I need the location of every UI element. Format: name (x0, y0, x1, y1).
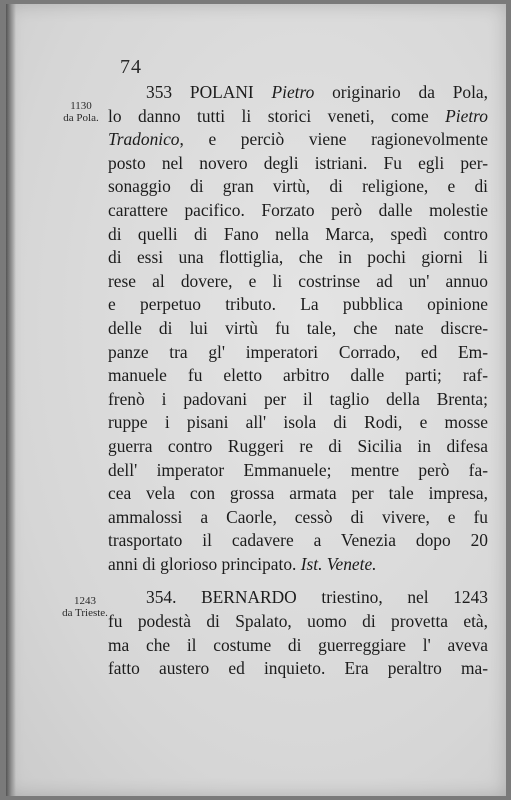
margin-note-place: da Trieste. (62, 607, 108, 619)
text-line: 354. BERNARDO triestino, nel 1243 (146, 587, 488, 608)
entry-number: 353 (146, 82, 173, 102)
text-line: di essi una flottiglia, che in pochi giorni li (108, 247, 488, 268)
text-line: fu podestà di Spalato, uomo di provetta età, (108, 611, 488, 632)
text-line: di quelli di Fano nella Marca, spedì contro (108, 223, 488, 244)
text-line: manuele fu eletto arbitro dalle parti; raf- (108, 365, 488, 386)
margin-note-year: 1243 (74, 595, 96, 607)
margin-note-year: 1130 (70, 100, 92, 112)
text-line: lo danno tutti li storici veneti, come Pietro (108, 105, 488, 126)
text-line: dell' imperator Emmanuele; mentre però fa- (108, 459, 488, 480)
margin-note (46, 100, 116, 124)
text-line: e perpetuo tributo. La pubblica opinione (108, 294, 488, 315)
text-line: trasportato il cadavere a Venezia dopo 20 (108, 530, 488, 551)
book-page (6, 4, 506, 796)
text-line: fatto austero ed inquieto. Era peraltro ma- (108, 658, 488, 679)
text-line: posto nel novero degli istriani. Fu egli per- (108, 152, 488, 173)
text-line: panze tra gl' imperatori Corrado, ed Em- (108, 341, 488, 362)
text-line: frenò i padovani per il taglio della Brenta; (108, 388, 488, 409)
main-text (108, 81, 488, 681)
text-line: carattere pacifico. Forzato però dalle molestie (108, 199, 488, 220)
text-line: ammalossi a Caorle, cessò di vivere, e fu (108, 506, 488, 527)
text-line: ruppe i pisani all' isola di Rodi, e mosse (108, 412, 488, 433)
text-line: guerra contro Ruggeri re di Sicilia in difesa (108, 435, 488, 456)
text-line: 353 POLANI Pietro originario da Pola, (146, 82, 488, 102)
source-citation: Ist. Venete. (300, 553, 377, 574)
text-line: ma che il costume di guerreggiare l' aveva (108, 634, 488, 655)
page-number: 74 (120, 56, 142, 78)
entry-number: 354. (146, 587, 177, 608)
text-line: sonaggio di gran virtù, di religione, e di (108, 176, 488, 197)
page-binding-shadow (6, 4, 16, 796)
text-line: cea vela con grossa armata per tale impresa, (108, 483, 488, 504)
entry-gap (108, 576, 488, 586)
text-line: anni di glorioso principato. Ist. Venete. (108, 553, 377, 574)
text-line: delle di lui virtù fu tale, che nate discre- (108, 317, 488, 338)
text-line: rese al dovere, e li costrinse ad un' annuo (108, 270, 488, 291)
text-line: Tradonico, e perciò viene ragionevolmente (108, 129, 488, 150)
margin-note-place: da Pola. (63, 112, 99, 124)
